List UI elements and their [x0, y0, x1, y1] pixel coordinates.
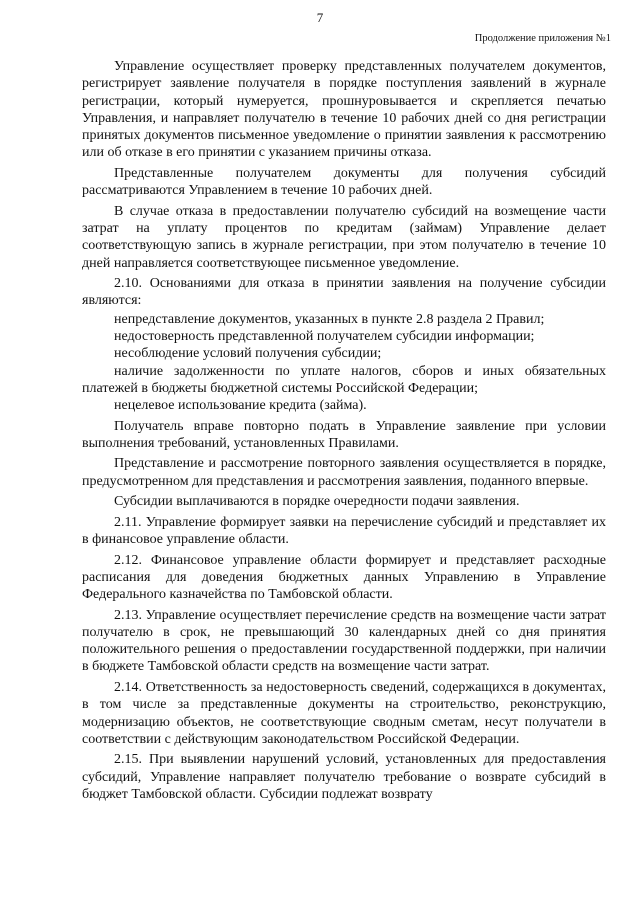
paragraph: В случае отказа в предоставлении получателю субсидий на возмещение части затрат на уплату процентов по кредитам (займам) Управление делает соответствующую запись в журнале регистрации, при этом получателю в течение 10 дней направляется соответствующее письменное уведомление. [82, 203, 606, 271]
paragraph: 2.12. Финансовое управление области формирует и представляет расходные расписания для доведения бюджетных данных Управлению в Управление Федерального казначейства по Тамбовской области. [82, 552, 606, 603]
paragraph: Представленные получателем документы для получения субсидий рассматриваются Управлением в течение 10 рабочих дней. [82, 165, 606, 199]
page-number: 7 [316, 10, 324, 25]
list-item: недостоверность представленной получателем субсидии информации; [114, 329, 535, 345]
paragraph: 2.13. Управление осуществляет перечисление средств на возмещение части затрат получателю в срок, не превышающий 30 календарных дней со дня принятия положительного решения о предоставлении государственной поддержки, при наличии в бюджете Тамбовской области средств на возмещение части затрат. [82, 607, 606, 675]
paragraph: 2.14. Ответственность за недостоверность сведений, содержащихся в документах, в том числе за представленные документы на строительство, реконструкцию, модернизацию объектов, не соответствующие сводным сметам, несут получатели в соответствии с действующим законодательством Российской Федерации. [82, 679, 606, 747]
paragraph: Управление осуществляет проверку представленных получателем документов, регистрирует заявление получателя в порядке поступления заявлений в журнале регистрации, который нумеруется, прошнуровывается и скрепляется печатью Управления, и направляет получателю в течение 10 рабочих дней со дня регистрации принятых документов письменное уведомление о принятии заявления к рассмотрению или об отказе в его принятии с указанием причины отказа. [82, 59, 606, 161]
paragraph: 2.11. Управление формирует заявки на перечисление субсидий и представляет их в финансовое управление области. [82, 514, 606, 548]
list-item: нецелевое использование кредита (займа). [114, 398, 367, 414]
paragraph: 2.15. При выявлении нарушений условий, установленных для предоставления субсидий, Управление направляет получателю требование о возврате субсидий в бюджет Тамбовской области. Субсидии подлежат возврату [82, 752, 606, 802]
paragraph: Субсидии выплачиваются в порядке очередности подачи заявления. [114, 494, 520, 510]
document-body [82, 58, 606, 806]
paragraph: Получатель вправе повторно подать в Управление заявление при условии выполнения требований, установленных Правилами. [82, 418, 606, 451]
paragraph: Представление и рассмотрение повторного заявления осуществляется в порядке, предусмотренном для представления и рассмотрения заявления, поданного впервые. [82, 456, 606, 489]
list-item: наличие задолженности по уплате налогов, сборов и иных обязательных платежей в бюджеты бюджетной системы Российской Федерации; [82, 363, 606, 396]
appendix-header: Продолжение приложения №1 [474, 33, 611, 44]
list-item: непредставление документов, указанных в пункте 2.8 раздела 2 Правил; [114, 311, 545, 327]
list-item: несоблюдение условий получения субсидии; [114, 346, 382, 362]
paragraph: 2.10. Основаниями для отказа в принятии заявления на получение субсидии являются: [82, 276, 606, 309]
